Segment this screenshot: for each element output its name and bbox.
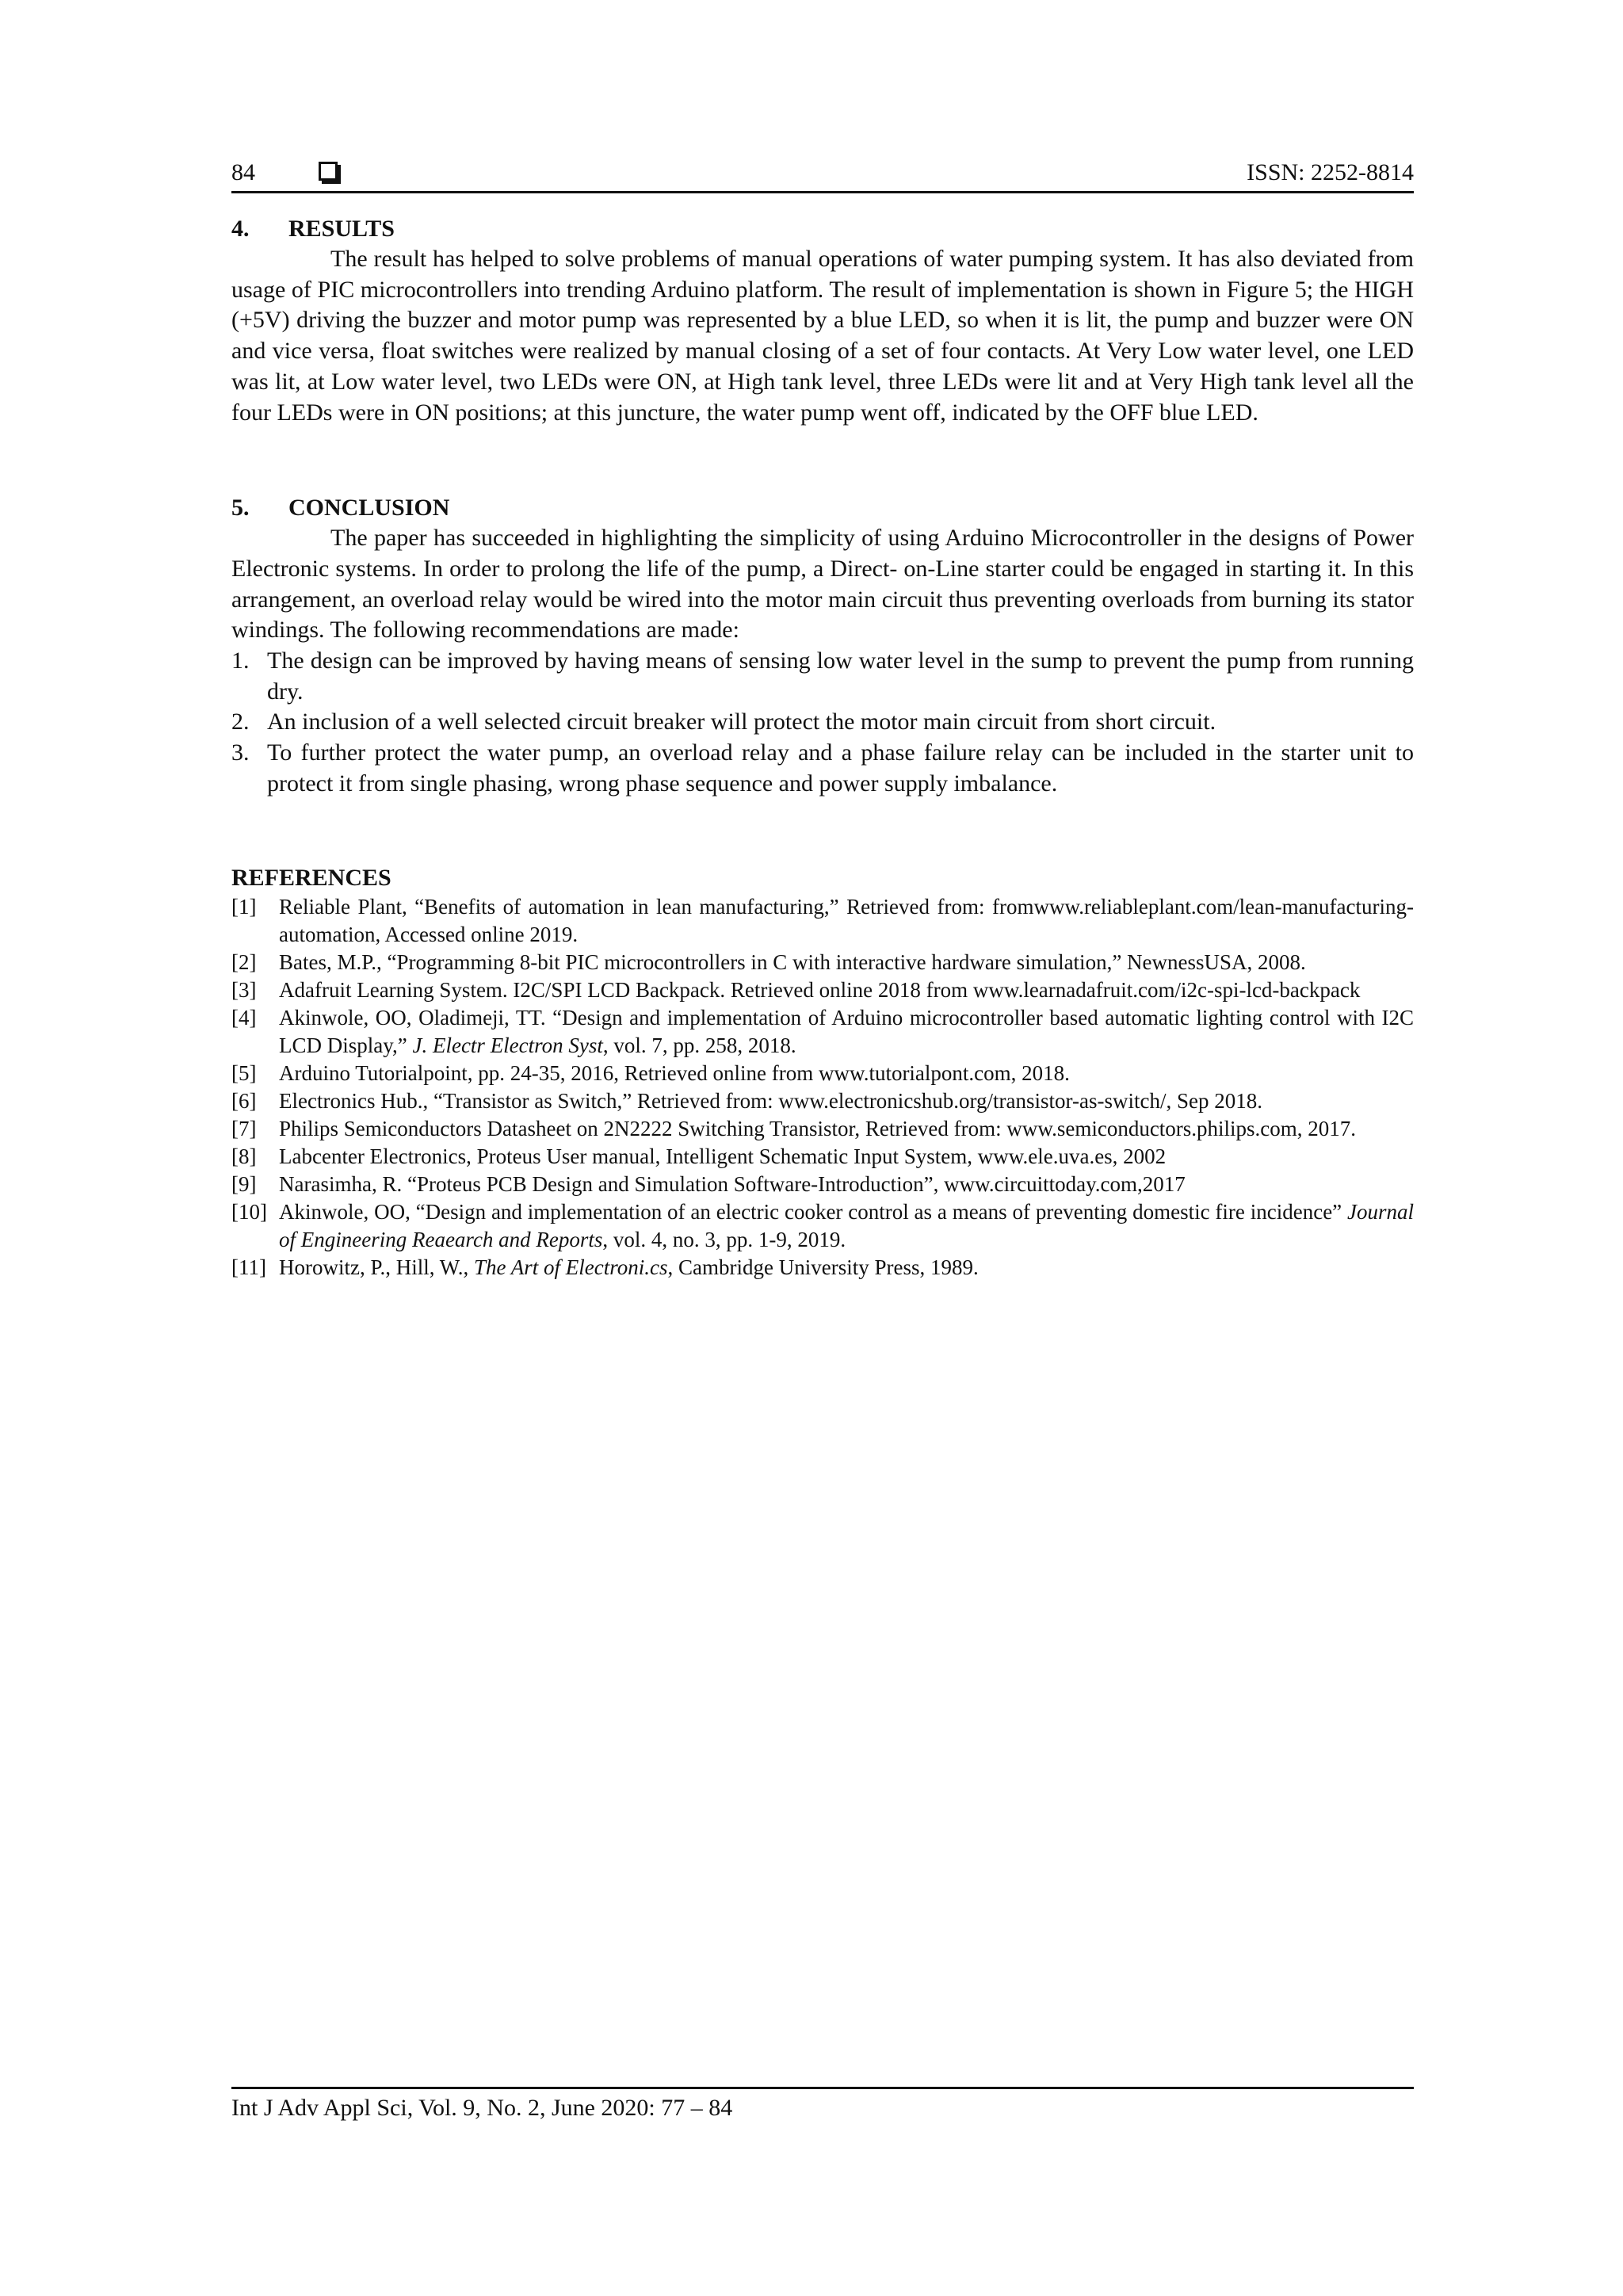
references-list — [231, 893, 1414, 1282]
reference-item — [231, 1115, 1414, 1143]
section-number: 4. — [231, 216, 250, 242]
footer-rule — [231, 2087, 1414, 2089]
list-number: 2. — [231, 709, 250, 735]
results-heading — [231, 214, 1414, 244]
list-text: An inclusion of a well selected circuit breaker will protect the motor main circuit from short circuit. — [267, 709, 1216, 735]
reference-text: Horowitz, P., Hill, W., — [279, 1255, 475, 1279]
references-heading: REFERENCES — [231, 864, 391, 891]
issn-label: ISSN: 2252-8814 — [1247, 159, 1414, 185]
reference-item — [231, 1087, 1414, 1115]
reference-text: Arduino Tutorialpoint, pp. 24-35, 2016, Retrieved online from www.tutorialpont.com, 2018. — [279, 1060, 1070, 1085]
reference-number: [10] — [231, 1199, 267, 1224]
list-item — [231, 738, 1414, 799]
section-title: CONCLUSION — [288, 495, 450, 521]
reference-text: Adafruit Learning System. I2C/SPI LCD Backpack. Retrieved online 2018 from www.learnadafruit.com/i2c-spi-lcd-backpack — [279, 977, 1361, 1002]
conclusion-paragraph: The paper has succeeded in highlighting the simplicity of using Arduino Microcontroller in the designs of Power Electronic systems. In order to prolong the life of the pump, a Direct- on-Line starter could be engaged in starting it. In this arrangement, an overload relay would be wired into the motor main circuit thus preventing overloads from burning its stator windings. The following recommendations are made: — [231, 525, 1414, 644]
header-rule — [231, 191, 1414, 193]
reference-number: [5] — [231, 1060, 257, 1085]
reference-number: [8] — [231, 1144, 257, 1168]
reference-item — [231, 1004, 1414, 1060]
reference-item — [231, 949, 1414, 976]
checkbox-square-icon — [319, 162, 338, 181]
reference-text: Narasimha, R. “Proteus PCB Design and Simulation Software-Introduction”, www.circuittoday.com,2017 — [279, 1171, 1186, 1196]
list-text: The design can be improved by having means of sensing low water level in the sump to prevent the pump from running dry. — [267, 648, 1414, 705]
reference-text-tail: , vol. 7, pp. 258, 2018. — [602, 1033, 796, 1057]
reference-number: [11] — [231, 1255, 266, 1279]
reference-text: Bates, M.P., “Programming 8-bit PIC microcontrollers in C with interactive hardware simulation,” NewnessUSA, 2008. — [279, 949, 1306, 974]
reference-item — [231, 1254, 1414, 1282]
reference-number: [3] — [231, 977, 257, 1002]
list-number: 3. — [231, 739, 250, 766]
page-number: 84 — [231, 159, 255, 185]
conclusion-heading — [231, 493, 1414, 523]
reference-text: Electronics Hub., “Transistor as Switch,” Retrieved from: www.electronicshub.org/transistor-as-switch/, Sep 2018. — [279, 1088, 1262, 1113]
results-paragraph: The result has helped to solve problems of manual operations of water pumping system. It has also deviated from usage of PIC microcontrollers into trending Arduino platform. The result of implementation is shown in Figure 5; the HIGH (+5V) driving the buzzer and motor pump was represented by a blue LED, so when it is lit, the pump and buzzer were ON and vice versa, float switches were realized by manual closing of a set of four contacts. At Very Low water level, one LED was lit, at Low water level, two LEDs were ON, at High tank level, three LEDs were lit and at Very High tank level all the four LEDs were in ON positions; at this juncture, the water pump went off, indicated by the OFF blue LED. — [231, 246, 1414, 426]
reference-italic: J. Electr Electron Syst — [412, 1033, 603, 1057]
reference-text: Reliable Plant, “Benefits of automation in lean manufacturing,” Retrieved from: fromwww.reliableplant.com/lean-manufacturing-automation, Accessed online 2019. — [279, 894, 1414, 946]
reference-item — [231, 1171, 1414, 1198]
reference-text: Akinwole, OO, “Design and implementation of an electric cooker control as a means of preventing domestic fire incidence” — [279, 1199, 1347, 1224]
reference-text: Akinwole, OO, Oladimeji, TT. “Design and implementation of Arduino microcontroller based automatic lighting control with I2C LCD Display,” — [279, 1005, 1414, 1057]
reference-number: [6] — [231, 1088, 257, 1113]
list-text: To further protect the water pump, an overload relay and a phase failure relay can be included in the starter unit to protect it from single phasing, wrong phase sequence and power supply imbalance. — [267, 739, 1414, 797]
reference-item — [231, 893, 1414, 949]
section-number: 5. — [231, 495, 250, 521]
running-footer: Int J Adv Appl Sci, Vol. 9, No. 2, June 2020: 77 – 84 — [231, 2095, 733, 2121]
reference-number: [9] — [231, 1171, 257, 1196]
reference-item — [231, 1198, 1414, 1254]
reference-number: [4] — [231, 1005, 257, 1030]
reference-item — [231, 976, 1414, 1004]
recommendations-list — [231, 646, 1414, 800]
section-title: RESULTS — [288, 216, 395, 242]
list-number: 1. — [231, 648, 250, 674]
reference-text-tail: , Cambridge University Press, 1989. — [667, 1255, 979, 1279]
running-header — [231, 155, 1414, 191]
reference-number: [7] — [231, 1116, 257, 1140]
reference-text-tail: , vol. 4, no. 3, pp. 1-9, 2019. — [602, 1227, 846, 1251]
reference-item — [231, 1060, 1414, 1087]
reference-italic: The Art of Electroni.cs — [474, 1255, 668, 1279]
reference-text: Labcenter Electronics, Proteus User manual, Intelligent Schematic Input System, www.ele.uva.es, 2002 — [279, 1144, 1167, 1168]
reference-number: [2] — [231, 949, 257, 974]
reference-item — [231, 1143, 1414, 1171]
list-item — [231, 707, 1414, 738]
reference-italic: Journal of Engineering Reaearch and Reports — [279, 1199, 1414, 1251]
reference-text: Philips Semiconductors Datasheet on 2N2222 Switching Transistor, Retrieved from: www.semiconductors.philips.com, 2017. — [279, 1116, 1357, 1140]
reference-number: [1] — [231, 894, 257, 919]
list-item — [231, 646, 1414, 707]
page-body — [231, 214, 1414, 1282]
